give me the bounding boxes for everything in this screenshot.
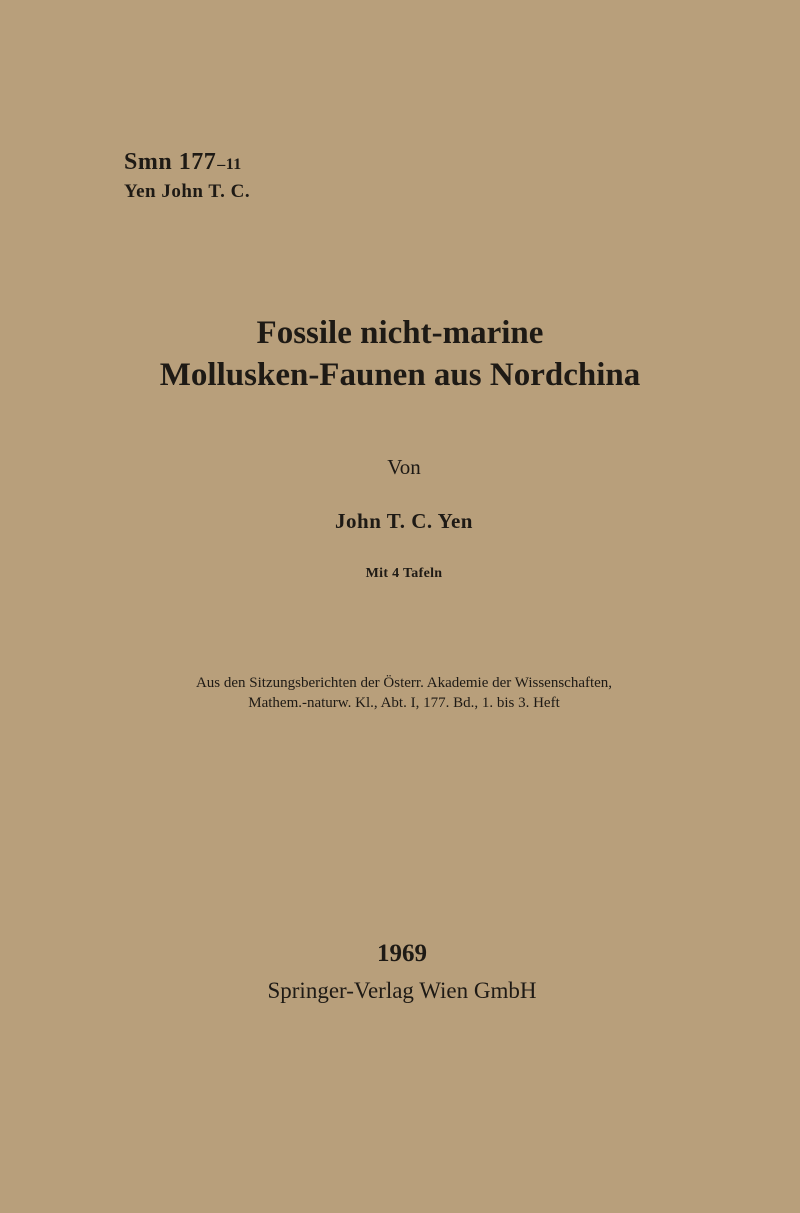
author-name: John T. C. Yen: [335, 509, 473, 533]
byline-von: Von: [387, 455, 421, 479]
shelf-code-suffix: –11: [217, 156, 242, 173]
plates-note: Mit 4 Tafeln: [365, 566, 443, 581]
shelf-mark: [124, 150, 250, 174]
source-line-1: Aus den Sitzungsberichten der Österr. Akademie der Wissenschaften,: [195, 675, 613, 691]
shelf-mark-block: [124, 150, 250, 201]
title-line-1: Fossile nicht-marine: [256, 315, 544, 351]
publication-year: 1969: [377, 940, 427, 967]
book-title: [0, 312, 800, 396]
shelf-author: Yen John T. C.: [124, 181, 251, 202]
source-note: [4, 673, 800, 713]
shelf-code: Smn 177: [124, 149, 217, 175]
publisher-name: Springer-Verlag Wien GmbH: [267, 978, 537, 1003]
source-line-2: Mathem.-naturw. Kl., Abt. I, 177. Bd., 1. bis 3. Heft: [248, 695, 560, 711]
title-line-2: Mollusken-Faunen aus Nordchina: [159, 357, 641, 393]
